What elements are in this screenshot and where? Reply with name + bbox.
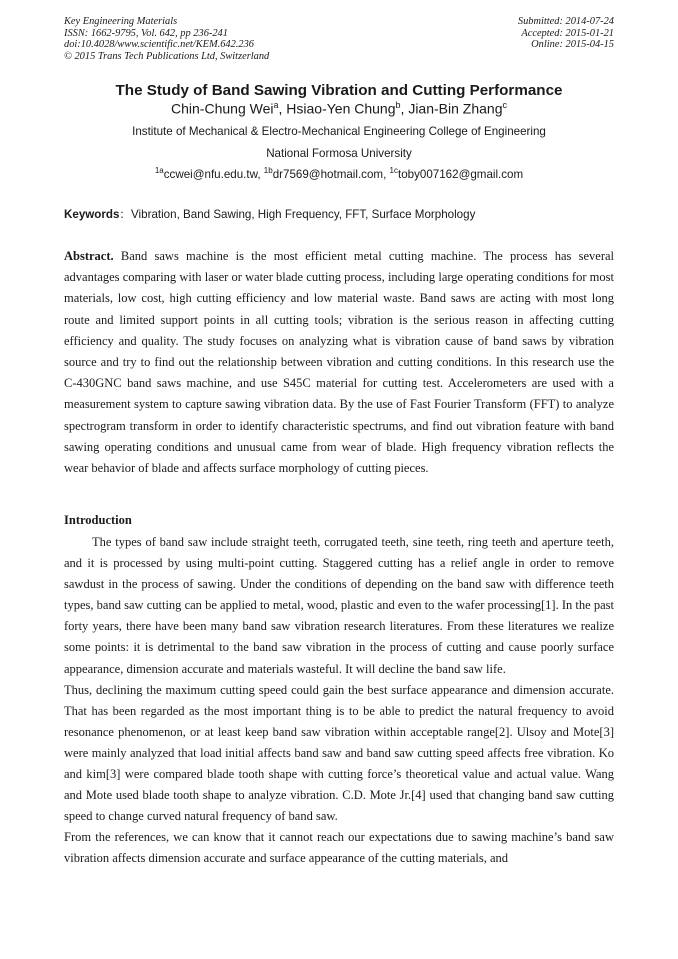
email-address: toby007162@gmail.com <box>397 167 524 181</box>
author-list: Chin-Chung Wei$^a$, Hsiao-Yen Chung$^b$, Jian-Bin Zhang$^c$ <box>171 100 507 117</box>
email-address: ccwei@nfu.edu.tw, <box>163 167 264 181</box>
author-superscript: b <box>395 100 401 110</box>
keywords-label: Keywords <box>64 208 120 221</box>
author-name: Jian-Bin Zhang <box>408 100 503 117</box>
abstract-label: Abstract. <box>64 249 114 263</box>
accepted-date: Accepted: 2015-01-21 <box>521 27 614 39</box>
introduction-paragraph: From the references, we can know that it cannot reach our expectations due to sawing machine’s band saw vibration affects dimension accurate and surface appearance of the cutting materials, and <box>64 830 614 866</box>
submission-dates <box>518 16 614 51</box>
introduction-heading: Introduction <box>64 513 132 527</box>
keywords-line <box>64 206 614 222</box>
author-superscript: c <box>502 100 507 110</box>
introduction-paragraph: Thus, declining the maximum cutting speed could gain the best surface appearance and dimension accurate. That has been regarded as the most important thing is to be able to predict the natural frequency to avoid resonance phenomenon, or at least keep band saw vibration within acceptable range[2]. Ulsoy and Mote[3] were mainly analyzed that load initial affects band saw and band saw cutting speed affects free vibration. Ko and kim[3] were compared blade tooth shape with cutting force’s theoretical value and actual value. Wang and Mote used blade tooth shape to analyze vibration. C.D. Mote Jr.[4] used that changing band saw cutting speed to change curved natural frequency of band saw. <box>64 682 614 824</box>
journal-doi: doi:10.4028/www.scientific.net/KEM.642.236 <box>64 39 254 51</box>
email-superscript: 1a <box>154 166 164 175</box>
journal-name: Key Engineering Materials <box>64 16 178 27</box>
abstract-text: Band saws machine is the most efficient metal cutting machine. The process has several advantages comparing with laser or water blade cutting process, including large operating conditions for most materials, low cost, high cutting efficiency and low material waste. Band saws are acting with most long route and limited support points in all cutting tools; vibration is the serious reason in affecting cutting efficiency and quality. The study focuses on analyzing what is vibration cause of band saws by vibration source and try to find out the relationship between vibration and cutting conditions. In this research use the C-430GNC band saws machine, and use S45C material for cutting test. Accelerometers are used with a measurement system to capture sawing vibration data. By the use of Fast Fourier Transform (FFT) to analyze spectrogram transform in order to identify characteristic spectrums, and find out vibration feature with band sawing operating conditions and unusual came from wear of blade. High frequency vibration reflects the wear behavior of blade and affects surface morphology of cutting pieces. <box>64 249 615 476</box>
email-superscript: 1c <box>389 166 398 175</box>
keywords-text: Vibration, Band Sawing, High Frequency, FFT, Surface Morphology <box>131 208 476 221</box>
affiliation-university: National Formosa University <box>266 147 412 160</box>
author-emails <box>0 166 678 181</box>
submitted-date: Submitted: 2014-07-24 <box>517 16 614 27</box>
author-name: Hsiao-Yen Chung <box>286 100 396 117</box>
email-superscript: 1b <box>263 166 273 175</box>
author-name: Chin-Chung Wei <box>171 100 274 117</box>
paper-title: The Study of Band Sawing Vibration and Cutting Performance <box>115 82 563 99</box>
introduction-body <box>64 532 614 870</box>
introduction-paragraph: The types of band saw include straight teeth, corrugated teeth, sine teeth, ring teeth and aperture teeth, and it is processed by using multi-point cutting. Staggered cutting has a relief angle in order to remove sawdust in the process of sawing. Under the conditions of depending on the band saw with difference teeth types, band saw cutting can be applied to metal, wood, plastic and even to the wafer processing[1]. In the past forty years, there have been many band saw vibration research literatures. From these literatures we realize some points: it is detrimental to the band saw vibration in the process of cutting and cause poorly surface appearance, dimension accurate and materials wasteful. It will decline the band saw life. <box>64 535 614 676</box>
author-superscript: a <box>273 100 279 110</box>
journal-header <box>64 16 269 62</box>
online-date: Online: 2015-04-15 <box>531 39 614 51</box>
keywords-separator: ： <box>119 208 132 221</box>
journal-issn: ISSN: 1662-9795, Vol. 642, pp 236-241 <box>64 27 228 39</box>
email-address: dr7569@hotmail.com, <box>272 167 390 181</box>
abstract-paragraph <box>64 246 614 479</box>
journal-copyright: © 2015 Trans Tech Publications Ltd, Switzerland <box>64 50 270 62</box>
affiliation-institute: Institute of Mechanical & Electro-Mechanical Engineering College of Engineering <box>132 125 546 138</box>
